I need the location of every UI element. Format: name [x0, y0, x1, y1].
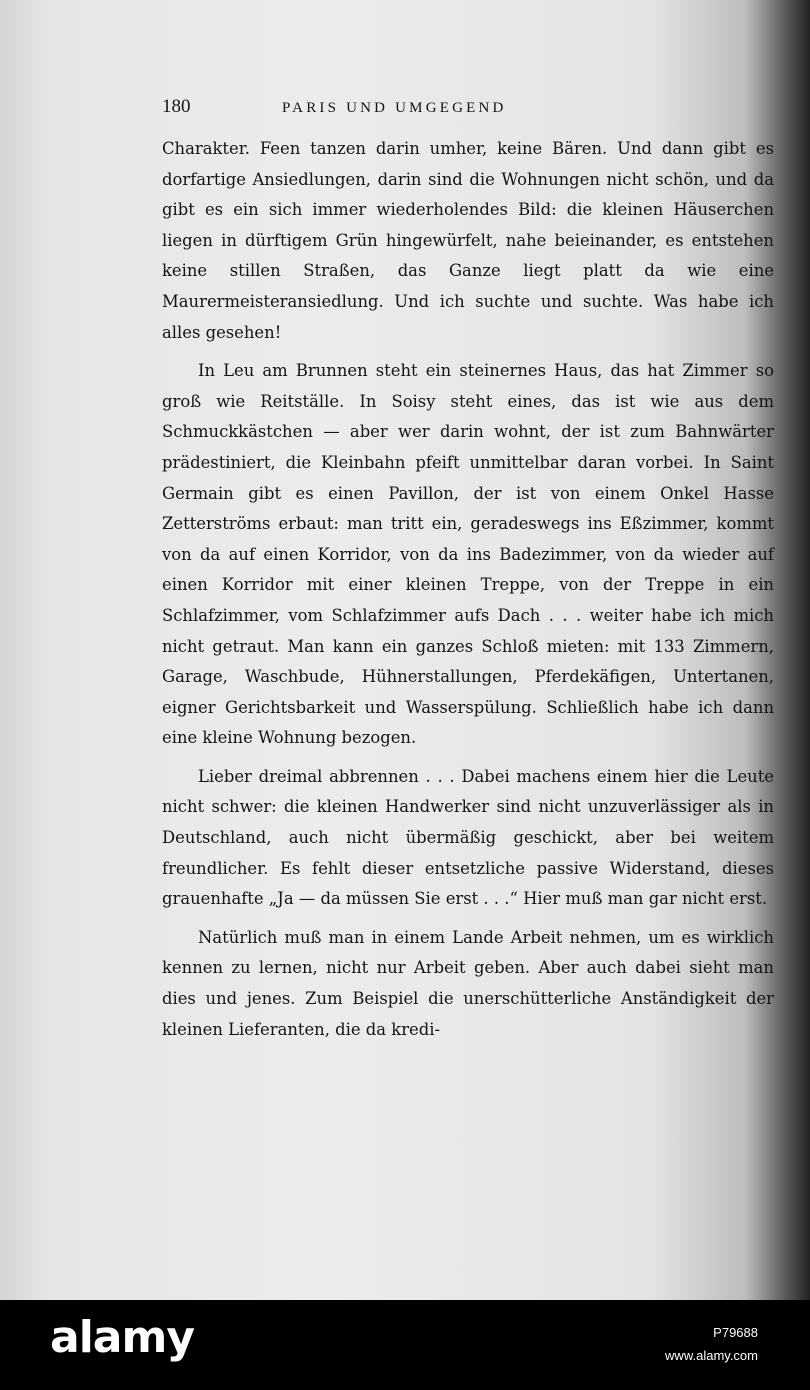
body-text — [162, 134, 774, 1045]
book-page — [162, 96, 774, 1053]
watermark-url: www.alamy.com — [665, 1348, 758, 1363]
image-id: P79688 — [713, 1325, 758, 1340]
paragraph-4: Natürlich muß man in einem Lande Arbeit nehmen, um es wirklich kennen zu lernen, nicht nur Arbeit geben. Aber auch dabei sieht man dies und jenes. Zum Beispiel die unerschütterliche Anständigkeit der kleinen Lieferanten, die da kredi- — [162, 927, 774, 1039]
page-number: 180 — [162, 96, 191, 117]
paragraph-2: In Leu am Brunnen steht ein steinernes Haus, das hat Zimmer so groß wie Reitställe. In Soisy steht eines, das ist wie aus dem Schmuckkästchen — aber wer darin wohnt, der ist zum Bahnwärter prädestiniert, die Kleinbahn pfeift unmittelbar daran vorbei. In Saint Germain gibt es einen Pavillon, der ist von einem Onkel Hasse Zetterströms erbaut: man tritt ein, geradeswegs ins Eßzimmer, kommt von da auf einen Korridor, von da ins Badezimmer, von da wieder auf einen Korridor mit einer kleinen Treppe, von der Treppe in ein Schlafzimmer, vom Schlafzimmer aufs Dach . . . weiter habe ich mich nicht getraut. Man kann ein ganzes Schloß mieten: mit 133 Zimmern, Garage, Waschbude, Hühnerstallungen, Pferdekäfigen, Untertanen, eigner Gerichtsbarkeit und Wasserspülung. Schließlich habe ich dann eine kleine Wohnung bezogen. — [162, 361, 774, 748]
paragraph-1: Charakter. Feen tanzen darin umher, keine Bären. Und dann gibt es dorfartige Ansiedlungen, darin sind die Wohnungen nicht schön, und da gibt es ein sich immer wiederholendes Bild: die kleinen Häuserchen liegen in dürftigem Grün hingewürfelt, nahe beieinander, es entstehen keine stillen Straßen, das Ganze liegt platt da wie eine Maurermeisteransiedlung. Und ich suchte und suchte. Was habe ich alles gesehen! — [162, 139, 774, 342]
alamy-logo: alamy — [50, 1312, 194, 1363]
running-head: PARIS UND UMGEGEND — [282, 100, 507, 116]
page-header — [162, 96, 774, 126]
paragraph-3: Lieber dreimal abbrennen . . . Dabei machens einem hier die Leute nicht schwer: die kleinen Handwerker sind nicht unzuverlässiger als in Deutschland, auch nicht übermäßig geschickt, aber bei weitem freundlicher. Es fehlt dieser entsetzliche passive Widerstand, dieses grauenhafte „Ja — da müssen Sie erst . . .“ Hier muß man gar nicht erst. — [162, 766, 774, 909]
